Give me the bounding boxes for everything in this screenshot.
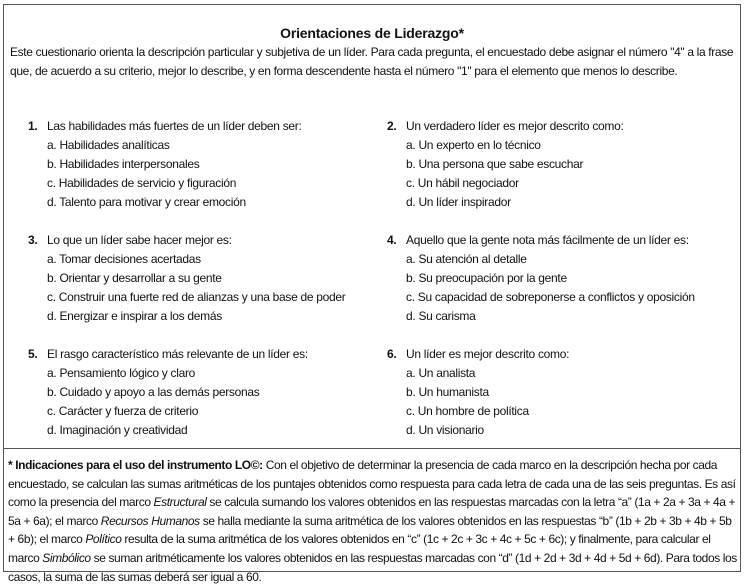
question-2	[387, 117, 727, 212]
note-heading: * Indicaciones para el uso del instrumento LO©:	[8, 458, 263, 472]
question-option: c. Un hombre de política	[406, 404, 529, 418]
note-term: Político	[85, 532, 122, 547]
note-text: resulta de la suma aritmética de los valores obtenidos en “c” (1c + 2c + 3c + 4c + 5c + 6c); y finalmente, para calcular el marco	[8, 532, 711, 565]
question-6	[387, 345, 727, 440]
note-term: Estructural	[153, 495, 207, 510]
page-title: Orientaciones de Liderazgo*	[280, 25, 464, 41]
note-text: se calcula sumando los valores obtenidos en las respuestas marcadas con la letra “a” (1a + 2a + 3a + 4a + 5a + 6a); el marco	[8, 495, 736, 528]
question-4	[387, 231, 727, 326]
question-stem: Lo que un líder sabe hacer mejor es:	[47, 233, 232, 247]
question-option: a. Su atención al detalle	[406, 252, 527, 266]
question-option: d. Talento para motivar y crear emoción	[47, 195, 246, 209]
question-option: d. Un líder inspirador	[406, 195, 511, 209]
question-stem: Aquello que la gente nota más fácilmente de un líder es:	[406, 233, 689, 247]
question-option: b. Su preocupación por la gente	[406, 271, 567, 285]
question-option: b. Orientar y desarrollar a su gente	[47, 271, 222, 285]
question-stem: Las habilidades más fuertes de un líder deben ser:	[47, 119, 302, 133]
question-number: 2.	[387, 119, 397, 133]
intro-paragraph: Este cuestionario orienta la descripción particular y subjetiva de un líder. Para cada pregunta, el encuestado debe asignar el número "4" a la frase que, de acuerdo a su criterio, mejor lo describe, y en forma descendente hasta el número "1" para el elemento que menos lo describe.	[10, 45, 734, 78]
question-option: a. Pensamiento lógico y claro	[47, 366, 196, 380]
note-term: Recursos Humanos	[100, 513, 200, 528]
question-option: c. Carácter y fuerza de criterio	[47, 404, 199, 418]
question-option: a. Habilidades analíticas	[47, 138, 170, 152]
question-number: 3.	[28, 233, 38, 247]
question-option: a. Un experto en lo técnico	[406, 138, 541, 152]
question-number: 1.	[28, 119, 38, 133]
question-option: b. Un humanista	[406, 385, 489, 399]
question-option: b. Una persona que sabe escuchar	[406, 157, 584, 171]
question-option: d. Un visionario	[406, 423, 484, 437]
question-1	[28, 117, 368, 212]
question-option: c. Habilidades de servicio y figuración	[47, 176, 237, 190]
question-5	[28, 345, 368, 440]
question-option: d. Energizar e inspirar a los demás	[47, 309, 222, 323]
note-text: Con el objetivo de determinar la presencia de cada marco en la descripción hecha por cada encuestado, se calculan las sumas aritméticas de los puntajes obtenidos como respuesta para cada letra de cada una de las seis preguntas. Es así como la presencia del marco	[8, 458, 736, 510]
question-option: b. Cuidado y apoyo a las demás personas	[47, 385, 260, 399]
note-text: se suman aritméticamente los valores obtenidos en las respuestas marcadas con “d” (1d + 2d + 3d + 4d + 5d + 6d). Para todos los casos, la suma de las sumas deberá ser igual a 60.	[8, 550, 737, 584]
question-stem: El rasgo característico más relevante de un líder es:	[47, 347, 308, 361]
question-option: a. Tomar decisiones acertadas	[47, 252, 201, 266]
question-option: c. Un hábil negociador	[406, 176, 519, 190]
note-term: Simbólico	[42, 550, 91, 565]
question-3	[28, 231, 368, 326]
instructions-note	[8, 456, 738, 586]
question-option: d. Su carisma	[406, 309, 476, 323]
question-option: c. Construir una fuerte red de alianzas y una base de poder	[47, 290, 346, 304]
question-number: 4.	[387, 233, 397, 247]
question-option: c. Su capacidad de sobreponerse a conflictos y oposición	[406, 290, 695, 304]
question-option: b. Habilidades interpersonales	[47, 157, 200, 171]
question-number: 5.	[28, 347, 38, 361]
note-text: se halla mediante la suma aritmética de los valores obtenidos en las respuestas “b” (1b + 2b + 3b + 4b + 5b + 6b); el marco	[8, 513, 732, 547]
divider	[3, 448, 741, 449]
question-option: a. Un analista	[406, 366, 476, 380]
question-number: 6.	[387, 347, 397, 361]
question-stem: Un verdadero líder es mejor descrito como:	[406, 119, 624, 133]
question-stem: Un líder es mejor descrito como:	[406, 347, 570, 361]
question-option: d. Imaginación y creatividad	[47, 423, 188, 437]
